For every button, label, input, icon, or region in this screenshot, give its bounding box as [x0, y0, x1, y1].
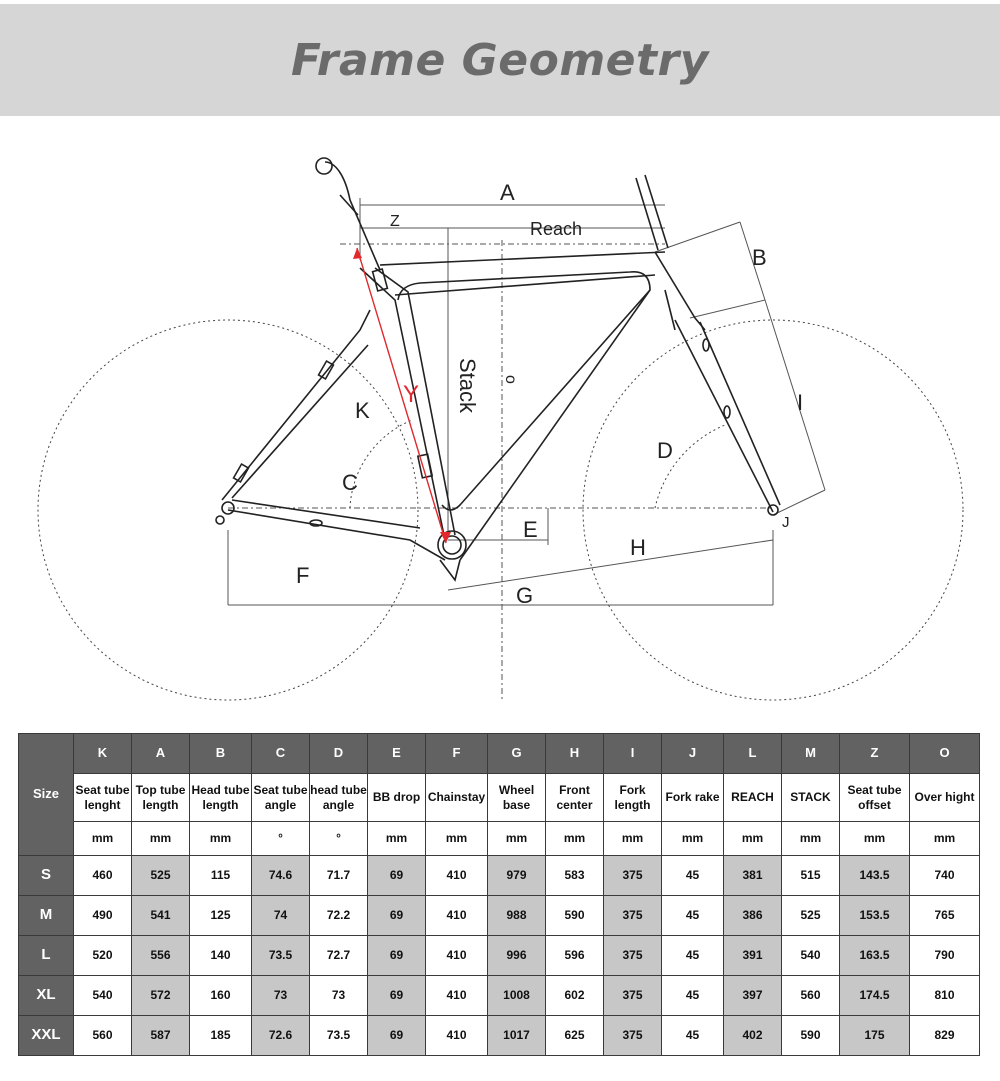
- column-unit: mm: [604, 822, 662, 856]
- table-row: [19, 856, 980, 896]
- label-stack: Stack: [455, 358, 480, 414]
- table-row: [19, 936, 980, 976]
- table-cell: 572: [132, 976, 190, 1016]
- column-letter: Z: [840, 734, 910, 774]
- label-i: I: [797, 390, 804, 415]
- column-unit: °: [252, 822, 310, 856]
- header-letter-row: [19, 734, 980, 774]
- column-name: Wheel base: [488, 774, 546, 822]
- size-label: S: [19, 856, 74, 896]
- table-cell: 45: [662, 976, 724, 1016]
- column-name: Fork rake: [662, 774, 724, 822]
- table-cell: 72.7: [310, 936, 368, 976]
- page-title: Frame Geometry: [291, 34, 709, 86]
- table-cell: 402: [724, 1016, 782, 1056]
- table-cell: 74.6: [252, 856, 310, 896]
- table-cell: 740: [910, 856, 980, 896]
- column-letter: F: [426, 734, 488, 774]
- label-y: Y: [403, 381, 420, 408]
- frame-diagram: [0, 130, 1000, 720]
- table-cell: 153.5: [840, 896, 910, 936]
- table-cell: 587: [132, 1016, 190, 1056]
- column-letter: D: [310, 734, 368, 774]
- table-cell: 73: [310, 976, 368, 1016]
- table-cell: 73.5: [252, 936, 310, 976]
- table-cell: 375: [604, 896, 662, 936]
- column-name: Seat tube offset: [840, 774, 910, 822]
- column-name: Chainstay: [426, 774, 488, 822]
- table-cell: 72.2: [310, 896, 368, 936]
- label-z: Z: [390, 213, 400, 230]
- bike-frame: [216, 158, 780, 580]
- label-h: H: [630, 535, 646, 560]
- column-letter: H: [546, 734, 604, 774]
- column-name: REACH: [724, 774, 782, 822]
- table-cell: 174.5: [840, 976, 910, 1016]
- size-label: XL: [19, 976, 74, 1016]
- header-name-row: [19, 774, 980, 822]
- table-cell: 541: [132, 896, 190, 936]
- column-name: Seat tube lenght: [74, 774, 132, 822]
- column-name: Fork length: [604, 774, 662, 822]
- table-cell: 410: [426, 856, 488, 896]
- table-cell: 125: [190, 896, 252, 936]
- label-reach: Reach: [530, 219, 583, 239]
- size-header: Size: [19, 734, 74, 856]
- column-unit: mm: [662, 822, 724, 856]
- column-unit: mm: [782, 822, 840, 856]
- table-cell: 386: [724, 896, 782, 936]
- table-cell: 160: [190, 976, 252, 1016]
- column-unit: °: [310, 822, 368, 856]
- label-j: J: [782, 514, 790, 531]
- front-wheel: [583, 320, 963, 700]
- table-cell: 490: [74, 896, 132, 936]
- table-cell: 140: [190, 936, 252, 976]
- table-cell: 560: [782, 976, 840, 1016]
- column-unit: mm: [190, 822, 252, 856]
- table-cell: 69: [368, 976, 426, 1016]
- table-cell: 69: [368, 856, 426, 896]
- column-letter: K: [74, 734, 132, 774]
- seat-angle-arc: [350, 420, 412, 508]
- column-unit: mm: [546, 822, 604, 856]
- table-cell: 790: [910, 936, 980, 976]
- table-cell: 515: [782, 856, 840, 896]
- table-cell: 590: [546, 896, 604, 936]
- table-cell: 602: [546, 976, 604, 1016]
- size-label: L: [19, 936, 74, 976]
- table-cell: 596: [546, 936, 604, 976]
- table-cell: 163.5: [840, 936, 910, 976]
- fork-length-dim: [765, 300, 825, 490]
- label-k: K: [355, 398, 370, 423]
- table-cell: 540: [74, 976, 132, 1016]
- table-cell: 381: [724, 856, 782, 896]
- label-c: C: [342, 470, 358, 495]
- column-letter: C: [252, 734, 310, 774]
- column-unit: mm: [910, 822, 980, 856]
- column-letter: O: [910, 734, 980, 774]
- column-letter: I: [604, 734, 662, 774]
- table-row: [19, 976, 980, 1016]
- front-center-dim: [448, 540, 773, 590]
- column-name: STACK: [782, 774, 840, 822]
- geometry-table: [18, 733, 980, 1056]
- table-cell: 410: [426, 976, 488, 1016]
- table-cell: 69: [368, 936, 426, 976]
- column-letter: M: [782, 734, 840, 774]
- column-unit: mm: [426, 822, 488, 856]
- table-cell: 560: [74, 1016, 132, 1056]
- table-cell: 556: [132, 936, 190, 976]
- table-cell: 185: [190, 1016, 252, 1056]
- title-banner: [0, 4, 1000, 116]
- table-cell: 410: [426, 1016, 488, 1056]
- table-cell: 525: [132, 856, 190, 896]
- table-cell: 829: [910, 1016, 980, 1056]
- table-cell: 45: [662, 1016, 724, 1056]
- table-cell: 583: [546, 856, 604, 896]
- column-name: BB drop: [368, 774, 426, 822]
- table-cell: 410: [426, 936, 488, 976]
- table-cell: 1008: [488, 976, 546, 1016]
- table-cell: 375: [604, 1016, 662, 1056]
- label-g: G: [516, 583, 534, 608]
- table-cell: 996: [488, 936, 546, 976]
- table-cell: 590: [782, 1016, 840, 1056]
- table-cell: 765: [910, 896, 980, 936]
- table-row: [19, 1016, 980, 1056]
- size-label: M: [19, 896, 74, 936]
- table-cell: 45: [662, 856, 724, 896]
- table-cell: 375: [604, 936, 662, 976]
- column-unit: mm: [724, 822, 782, 856]
- table-cell: 375: [604, 856, 662, 896]
- column-unit: mm: [74, 822, 132, 856]
- table-cell: 525: [782, 896, 840, 936]
- table-cell: 410: [426, 896, 488, 936]
- column-letter: A: [132, 734, 190, 774]
- table-cell: 520: [74, 936, 132, 976]
- column-letter: B: [190, 734, 252, 774]
- table-cell: 73.5: [310, 1016, 368, 1056]
- column-name: Front center: [546, 774, 604, 822]
- column-letter: J: [662, 734, 724, 774]
- table-cell: 69: [368, 896, 426, 936]
- table-cell: 45: [662, 936, 724, 976]
- label-f: F: [296, 563, 310, 588]
- table-cell: 74: [252, 896, 310, 936]
- column-unit: mm: [840, 822, 910, 856]
- table-cell: 391: [724, 936, 782, 976]
- table-cell: 175: [840, 1016, 910, 1056]
- table-cell: 375: [604, 976, 662, 1016]
- table-cell: 540: [782, 936, 840, 976]
- label-b: B: [752, 245, 767, 270]
- column-unit: mm: [132, 822, 190, 856]
- table-cell: 45: [662, 896, 724, 936]
- label-o: o: [502, 375, 519, 384]
- table-cell: 397: [724, 976, 782, 1016]
- frame-geometry-drawing: [0, 130, 1000, 720]
- label-d: D: [657, 438, 673, 463]
- table-cell: 115: [190, 856, 252, 896]
- column-letter: L: [724, 734, 782, 774]
- table-cell: 1017: [488, 1016, 546, 1056]
- label-e: E: [523, 517, 538, 542]
- table-cell: 625: [546, 1016, 604, 1056]
- table-cell: 71.7: [310, 856, 368, 896]
- column-name: Over hight: [910, 774, 980, 822]
- table-cell: 72.6: [252, 1016, 310, 1056]
- column-letter: G: [488, 734, 546, 774]
- table-cell: 143.5: [840, 856, 910, 896]
- column-unit: mm: [488, 822, 546, 856]
- table-cell: 810: [910, 976, 980, 1016]
- column-name: Seat tube angle: [252, 774, 310, 822]
- table-cell: 988: [488, 896, 546, 936]
- table-cell: 69: [368, 1016, 426, 1056]
- table-row: [19, 896, 980, 936]
- column-name: Top tube length: [132, 774, 190, 822]
- column-name: head tube angle: [310, 774, 368, 822]
- column-letter: E: [368, 734, 426, 774]
- header-unit-row: [19, 822, 980, 856]
- table-cell: 460: [74, 856, 132, 896]
- column-unit: mm: [368, 822, 426, 856]
- size-label: XXL: [19, 1016, 74, 1056]
- label-a: A: [500, 180, 515, 205]
- table-cell: 73: [252, 976, 310, 1016]
- column-name: Head tube length: [190, 774, 252, 822]
- table-cell: 979: [488, 856, 546, 896]
